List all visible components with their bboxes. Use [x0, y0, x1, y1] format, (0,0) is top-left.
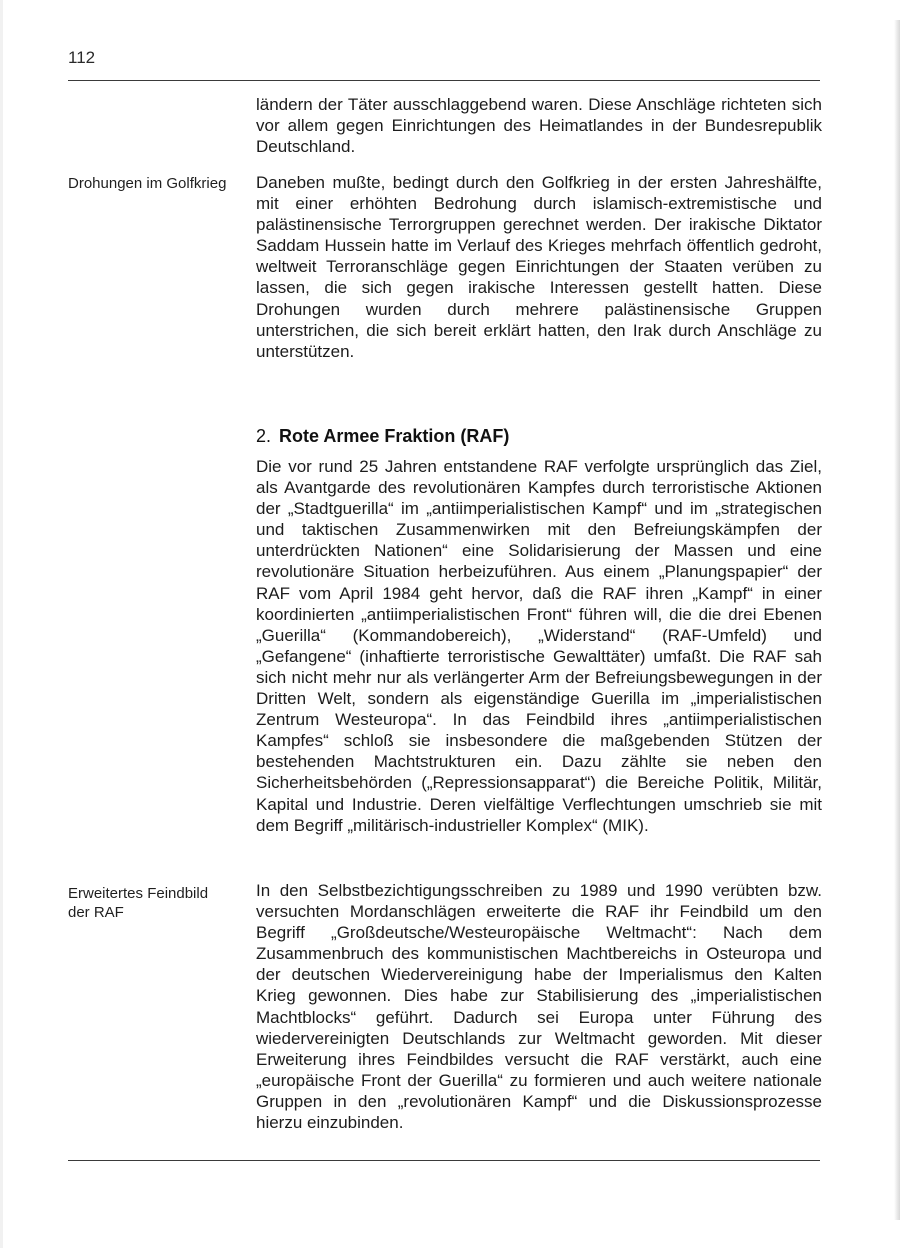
section-title: Rote Armee Fraktion (RAF) [279, 426, 510, 446]
scan-right-edge [894, 20, 900, 1220]
margin-note-feindbild: Erweitertes Feindbild der RAF [68, 885, 209, 921]
paragraph-3: Die vor rund 25 Jahren entstandene RAF verfolgte ursprünglich das Ziel, als Avantgarde des revolutionären Kampfes durch terroristische Aktionen der „Stadtguerilla“ im „antiimperialistischen Kampf“ und im „strategischen und taktischen Zusammenwirken mit den Befreiungskämpfen der unterdrückten Nationen“ eine Solidarisierung der Massen und eine revolutionäre Situation herbeizuführen. Aus einem „Planungspapier“ der RAF vom April 1984 geht hervor, daß die RAF ihren „Kampf“ in einer koordinierten „antiimperialistischen Front“ führen will, die die drei Ebenen „Guerilla“ (Kommandobereich), „Widerstand“ (RAF-Umfeld) und „Gefangene“ (inhaftierte terroristische Gewalttäter) umfaßt. Die RAF sah sich nicht mehr nur als verlängerter Arm der Befreiungsbewegungen in der Dritten Welt, sondern als eigenständige Guerilla im „imperialistischen Zentrum Westeuropa“. In das Feindbild ihres „antiimperialistischen Kampfes“ schloß sie insbesondere die maßgebenden Stützen der bestehenden Machtstrukturen ein. Dazu zählte sie neben den Sicherheitsbehörden („Repressionsapparat“) die Bereiche Politik, Militär, Kapital und Industrie. Deren vielfältige Verflechtungen umschrieb sie mit dem Begriff „militärisch-industrieller Komplex“ (MIK). [256, 457, 822, 835]
scan-left-edge [0, 0, 3, 1248]
paragraph-1: ländern der Täter ausschlaggebend waren. Diese Anschläge richteten sich vor allem gegen Einrichtungen des Heimatlandes in der Bundesrepublik Deutschland. [256, 95, 822, 157]
paragraph-4: In den Selbstbezichtigungsschreiben zu 1989 und 1990 verübten bzw. versuchten Mordanschlägen erweiterte die RAF ihr Feindbild um den Begriff „Großdeutsche/Westeuropäische Weltmacht“: Nach dem Zusammenbruch des kommunistischen Machtbereichs in Osteuropa und der deutschen Wiedervereinigung habe der Imperialismus den Kalten Krieg gewonnen. Dies habe zur Stabilisierung des „imperialistischen Machtblocks“ geführt. Dadurch sei Europa unter Führung des wiedervereinigten Deutschlands zur Weltmacht geworden. Mit dieser Erweiterung ihres Feindbildes versucht die RAF verstärkt, auch eine „europäische Front der Guerilla“ zu formieren und auch weitere nationale Gruppen in den „revolutionären Kampf“ und die Diskussionsprozesse hierzu einzubinden. [256, 881, 822, 1133]
footer-rule [68, 1160, 820, 1161]
paragraph-2: Daneben mußte, bedingt durch den Golfkrieg in der ersten Jahreshälfte, mit einer erhöhten Bedrohung durch islamisch-extremistische und palästinensische Terrorgruppen gerechnet werden. Der irakische Diktator Saddam Hussein hatte im Verlauf des Krieges mehrfach öffentlich gedroht, weltweit Terroranschläge gegen Einrichtungen der Staaten verüben zu lassen, die sich gegen irakische Interessen gestellt hatten. Diese Drohungen wurden durch mehrere palästinensische Gruppen unterstrichen, die sich bereit erklärt hatten, den Irak durch Anschläge zu unterstützen. [256, 173, 822, 361]
section-number: 2. [256, 426, 272, 446]
page-number: 112 [68, 48, 96, 67]
section-heading [256, 425, 509, 447]
header-rule [68, 80, 820, 81]
margin-note-golfkrieg: Drohungen im Golfkrieg [68, 175, 227, 192]
